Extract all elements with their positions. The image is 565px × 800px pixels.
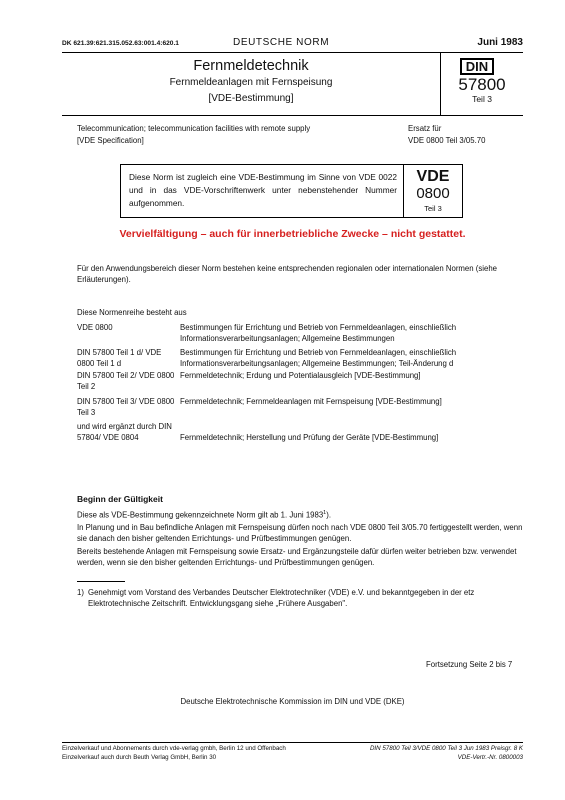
beginn-heading: Beginn der Gültigkeit <box>77 494 163 504</box>
series-code: VDE 0800 <box>77 323 113 332</box>
beginn-p1 <box>77 508 529 521</box>
series-description: Bestimmungen für Errichtung und Betrieb von Fernmeldeanlagen, einschließlich Informationsverarbeitungsanlagen; Allgemeine Bestimmungen <box>180 323 457 343</box>
title-divider <box>440 53 441 115</box>
page-subtitle: Fernmeldeanlagen mit Fernspeisung <box>169 77 333 88</box>
series-description: Fernmeldetechnik; Erdung und Potentialausgleich [VDE-Bestimmung] <box>180 371 421 380</box>
footnote-ref: 1 <box>323 510 327 516</box>
english-title: Telecommunication; telecommunication facilities with remote supply <box>77 124 311 133</box>
continuation-note: Fortsetzung Seite 2 bis 7 <box>426 660 513 669</box>
page-title: Fernmeldetechnik <box>193 58 309 74</box>
series-code: DIN 57800 Teil 2/ VDE 0800 Teil 2 <box>77 371 175 391</box>
series-intro: Diese Normenreihe besteht aus <box>77 308 187 317</box>
vde-label: VDE <box>416 168 450 185</box>
copy-warning: Vervielfältigung – auch für innerbetriebliche Zwecke – nicht gestattet. <box>119 228 466 240</box>
vde-notice-text: Diese Norm ist zugleich eine VDE-Bestimmung im Sinne von VDE 0022 und in das VDE-Vorschriftenwerk unter nebenstehender Nummer aufgenommen. <box>129 172 397 208</box>
footnote-mark: 1) <box>77 588 84 597</box>
scope-paragraph: Für den Anwendungsbereich dieser Norm bestehen keine entsprechenden regionalen oder internationalen Normen (siehe Erläuterungen). <box>77 264 498 284</box>
din-logo: DIN <box>460 58 494 75</box>
beginn-p1-text: Diese als VDE-Bestimmung gekennzeichnete Norm gilt ab 1. Juni 1983 <box>77 510 324 520</box>
bottom-rule <box>62 742 523 743</box>
issue-date: Juni 1983 <box>477 37 523 48</box>
footnote-text: Genehmigt vom Vorstand des Verbandes Deutscher Elektrotechniker (VDE) e.V. und bekanntgegeben in der etz Elektrotechnische Zeitschrift. Entwicklungsgang siehe „Frühere Ausgaben". <box>88 588 475 608</box>
dk-classification: DK 621.39:621.315.052.63:001.4:620.1 <box>62 40 179 47</box>
vde-order-number: VDE-Vertr.-Nr. 0800003 <box>457 754 523 761</box>
vde-number: 0800 <box>416 185 450 202</box>
english-spec: [VDE Specification] <box>77 136 144 145</box>
vde-notice-box <box>120 164 463 218</box>
document-type-label: DEUTSCHE NORM <box>233 37 330 48</box>
beginn-p2: In Planung und in Bau befindliche Anlagen mit Fernspeisung dürfen noch nach VDE 0800 Teil 3/05.70 fertiggestellt werden, wenn sie danach den bisher geltenden Errichtungs- und Prüfbestimmungen genügen. <box>77 523 523 543</box>
beginn-p3: Bereits bestehende Anlagen mit Fernspeisung sowie Ersatz- und Ergänzungsteile dafür dürfen weiter betrieben bzw. verwendet werden, wenn sie den bisher geltenden Errichtungs- und Prüfbestimmungen genügen. <box>77 547 517 567</box>
series-description: Fernmeldetechnik; Fernmeldeanlagen mit Fernspeisung [VDE-Bestimmung] <box>180 397 442 406</box>
title-box <box>62 52 523 116</box>
series-description: Bestimmungen für Errichtung und Betrieb von Fernmeldeanlagen, einschließlich Informationsverarbeitungsanlagen; Allgemeine Bestimmungen; Teil-Änderung d <box>180 348 457 368</box>
vde-teil: Teil 3 <box>424 204 442 213</box>
din-teil: Teil 3 <box>472 94 492 104</box>
din-number: 57800 <box>458 75 506 94</box>
ersatz-value: VDE 0800 Teil 3/05.70 <box>408 136 486 145</box>
document-reference: DIN 57800 Teil 3/VDE 0800 Teil 3 Jun 1983 Preisgr. 8 K <box>369 745 523 752</box>
series-code: DIN 57800 Teil 1 d/ VDE 0800 Teil 1 d <box>77 348 162 368</box>
spec-label: [VDE-Bestimmung] <box>208 93 294 104</box>
ersatz-label: Ersatz für <box>408 124 442 133</box>
beginn-p1-end: ). <box>326 510 331 520</box>
series-code: und wird ergänzt durch DIN 57804/ VDE 0804 <box>77 422 172 442</box>
footnote-rule <box>77 581 125 582</box>
series-description: Fernmeldetechnik; Herstellung und Prüfung der Geräte [VDE-Bestimmung] <box>180 433 439 442</box>
dke-line: Deutsche Elektrotechnische Kommission im DIN und VDE (DKE) <box>180 697 405 706</box>
series-code: DIN 57800 Teil 3/ VDE 0800 Teil 3 <box>77 397 175 417</box>
publisher-line-2: Einzelverkauf auch durch Beuth Verlag GmbH, Berlin 30 <box>62 754 217 761</box>
publisher-line-1: Einzelverkauf und Abonnements durch vde-verlag gmbh, Berlin 12 und Offenbach <box>62 745 286 752</box>
